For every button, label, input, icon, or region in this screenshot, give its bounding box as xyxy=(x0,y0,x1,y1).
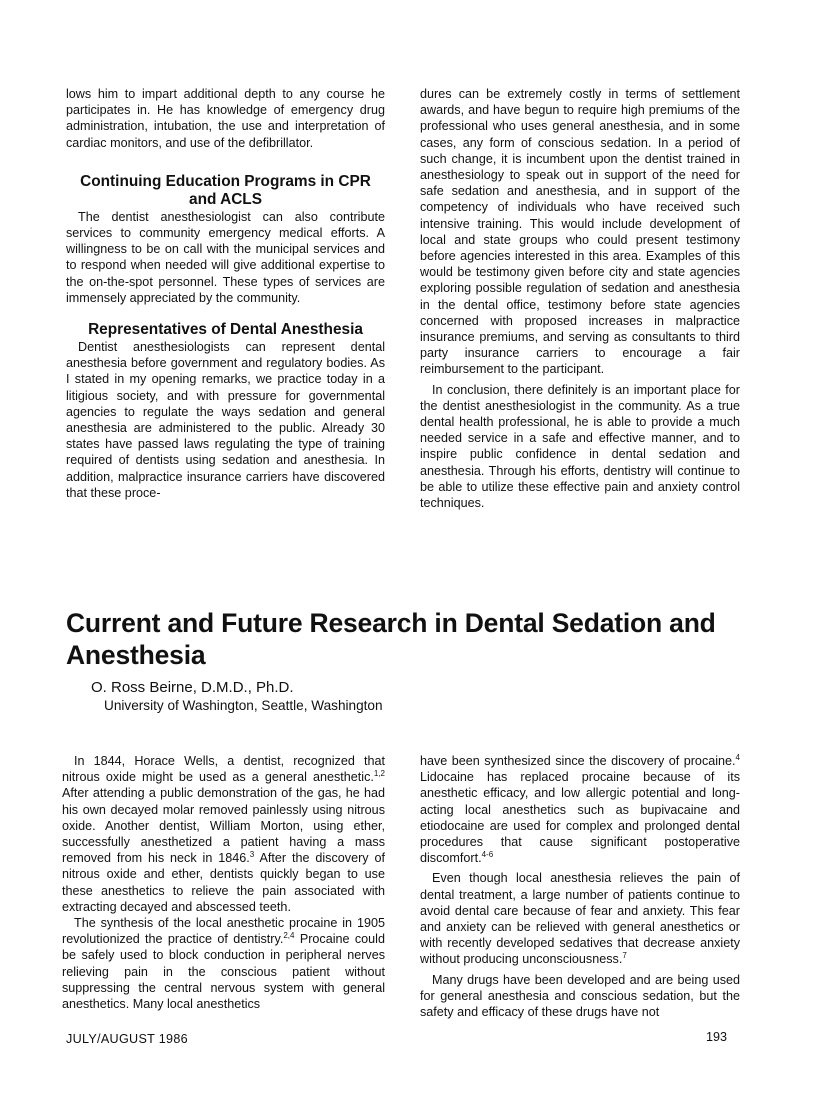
paragraph: dures can be extremely costly in terms of settlement awards, and have begun to require high premiums of the professional who uses general anesthesia, and in some cases, any form of conscious sedation. In a period of such change, it is incumbent upon the dentist trained in anesthesiology to speak out in support of the need for safe sedation and anesthesia, and in support of the competency of individuals who have received such intensive training. This would include development of local and state groups who could present testimony before agencies interested in this area. Examples of this would be testimony given before city and state agencies exploring possible regulation of sedation and anesthesia in the dental office, testimony before state agencies concerned with proposed increases in malpractice insurance premiums, and serving as consultants to third party insurance carriers to encourage a fair reimbursement to the participant. xyxy=(420,87,740,377)
paragraph: have been synthesized since the discovery of procaine.$^4$ Lidocaine has replaced procaine because of its anesthetic efficacy, and low allergic potential and long-acting local anesthetics such as bupivacaine and etiodocaine are used for complex and prolonged dental procedures that cause significant postoperative discomfort.$^{4-6}$ xyxy=(420,752,740,866)
section-heading-representatives: Representatives of Dental Anesthesia xyxy=(88,321,363,339)
author-affiliation: University of Washington, Seattle, Washington xyxy=(104,698,383,713)
issue-date: JULY/AUGUST 1986 xyxy=(66,1032,188,1046)
paragraph: Even though local anesthesia relieves the pain of dental treatment, a large number of patients continue to avoid dental care because of fear and anxiety. This fear and anxiety can be relieved with general anesthetics or with recently developed sedatives that decrease anxiety without producing unconsciousness.$^7$ xyxy=(420,871,740,967)
paragraph: Many drugs have been developed and are being used for general anesthesia and conscious sedation, but the safety and efficacy of these drugs have not xyxy=(420,972,740,1020)
top-right-column xyxy=(420,86,740,511)
article-author: O. Ross Beirne, D.M.D., Ph.D. xyxy=(91,679,294,696)
reference-superscript: 3 xyxy=(249,850,255,860)
article-title: Current and Future Research in Dental Sedation and Anesthesia xyxy=(66,608,716,670)
section-heading-cpr-acls: Continuing Education Programs in CPR and ACLS xyxy=(80,172,371,208)
paragraph: The dentist anesthesiologist can also contribute services to community emergency medical efforts. A willingness to be on call with the municipal services and to respond when needed will give additional expertise to the on-the-spot personnel. These types of services are immensely appreciated by the community. xyxy=(66,209,385,305)
paragraph: Dentist anesthesiologists can represent dental anesthesia before government and regulatory bodies. As I stated in my opening remarks, we practice today in a litigious society, and with pressure for governmental agencies to regulate the ways sedation and general anesthesia are administered to the public. Already 30 states have passed laws regulating the type of training required of dentists using sedation and anesthesia. In addition, malpractice insurance carriers have discovered that these proce- xyxy=(66,340,385,500)
article-left-column xyxy=(62,753,385,1012)
reference-superscript: 1,2 xyxy=(373,769,385,779)
article-right-column xyxy=(420,753,740,1020)
paragraph: lows him to impart additional depth to any course he participates in. He has knowledge of emergency drug administration, intubation, the use and interpretation of cardiac monitors, and use of the defibrillator. xyxy=(66,87,385,150)
reference-superscript: 7 xyxy=(622,951,627,961)
paragraph: The synthesis of the local anesthetic procaine in 1905 revolutionized the practice of dentistry.$^{2,4}$ Procaine could be safely used to block conduction in peripheral nerves relieving pain in the conscious patient without suppressing the central nervous system with general anesthetics. Many local anesthetics xyxy=(62,916,385,1012)
reference-superscript: 4-6 xyxy=(481,850,494,860)
top-left-column xyxy=(66,86,385,501)
reference-superscript: 2,4 xyxy=(283,931,295,941)
page-number: 193 xyxy=(706,1030,728,1044)
paragraph: In 1844, Horace Wells, a dentist, recognized that nitrous oxide might be used as a general anesthetic.$^{1,2}$ After attending a public demonstration of the gas, he had his own decayed molar removed painlessly using nitrous oxide. Another dentist, William Morton, using ether, successfully anesthetized a patient having a mass removed from his neck in 1846.$^3$ After the discovery of nitrous oxide and ether, dentists quickly began to use these anesthetics to relieve the pain associated with extracting decayed and abscessed teeth. xyxy=(62,754,385,914)
reference-superscript: 4 xyxy=(735,752,740,762)
paragraph: In conclusion, there definitely is an important place for the dentist anesthesiologist in the community. As a true dental health professional, he is able to provide a much needed service in a safe and effective manner, and to inspire public confidence in dental sedation and anesthesia. Through his efforts, dentistry will continue to be able to utilize these effective pain and anxiety control techniques. xyxy=(420,382,740,511)
